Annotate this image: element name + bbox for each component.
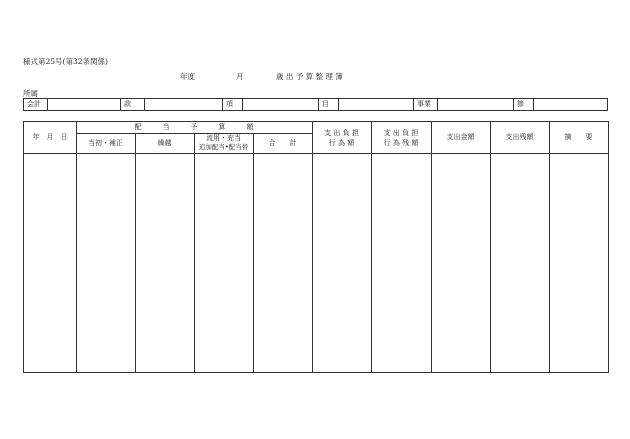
column-divider bbox=[76, 122, 77, 372]
column-divider bbox=[253, 134, 254, 372]
commitment-header-line1: 支 出 負 担 bbox=[324, 129, 359, 137]
item-field[interactable] bbox=[243, 99, 319, 110]
column-divider bbox=[135, 134, 136, 372]
clause-label: 節 bbox=[514, 99, 534, 110]
date-header: 年 月 日 bbox=[32, 133, 68, 141]
title-line bbox=[0, 71, 630, 81]
carryover-header: 繰越 bbox=[157, 139, 172, 147]
project-label: 事業 bbox=[414, 99, 438, 110]
column-divider bbox=[431, 122, 432, 372]
allocation-header: 配 当 予 算 額 bbox=[134, 123, 254, 131]
year-label: 年度 bbox=[180, 72, 195, 81]
item-label: 項 bbox=[223, 99, 243, 110]
diversion-header-line1: 流用・充当 bbox=[206, 134, 241, 142]
account-label: 会計 bbox=[24, 99, 48, 110]
column-divider bbox=[194, 134, 195, 372]
section-label: 款 bbox=[121, 99, 145, 110]
month-label: 月 bbox=[236, 72, 244, 81]
column-divider bbox=[490, 122, 491, 372]
commitment-header-line2: 行 為 額 bbox=[328, 139, 355, 147]
form-number: 様式第25号(第32条関係) bbox=[23, 57, 108, 66]
subitem-label: 目 bbox=[319, 99, 339, 110]
diversion-header-line2: 追加配当•配当替 bbox=[198, 143, 249, 151]
account-field[interactable] bbox=[48, 99, 121, 110]
header-bottom-line bbox=[24, 153, 608, 154]
section-field[interactable] bbox=[145, 99, 223, 110]
column-divider bbox=[371, 122, 372, 372]
commitment-balance-header-line2: 行 為 残 額 bbox=[383, 139, 419, 147]
clause-field[interactable] bbox=[534, 99, 609, 110]
expenditure-balance-header: 支出残額 bbox=[505, 133, 534, 141]
info-row bbox=[23, 98, 608, 111]
total-header: 合 計 bbox=[268, 139, 297, 147]
column-divider bbox=[312, 122, 313, 372]
project-field[interactable] bbox=[438, 99, 514, 110]
summary-header: 摘 要 bbox=[564, 133, 593, 141]
expenditure-header: 支出金額 bbox=[446, 133, 475, 141]
affiliation-label: 所属 bbox=[23, 89, 38, 98]
ledger-table bbox=[23, 121, 609, 373]
subitem-field[interactable] bbox=[339, 99, 414, 110]
commitment-balance-header-line1: 支 出 負 担 bbox=[383, 129, 419, 137]
ledger-heading: 歳 出 予 算 整 理 簿 bbox=[276, 72, 343, 81]
initial-supplement-header: 当初・補正 bbox=[88, 139, 123, 147]
column-divider bbox=[549, 122, 550, 372]
